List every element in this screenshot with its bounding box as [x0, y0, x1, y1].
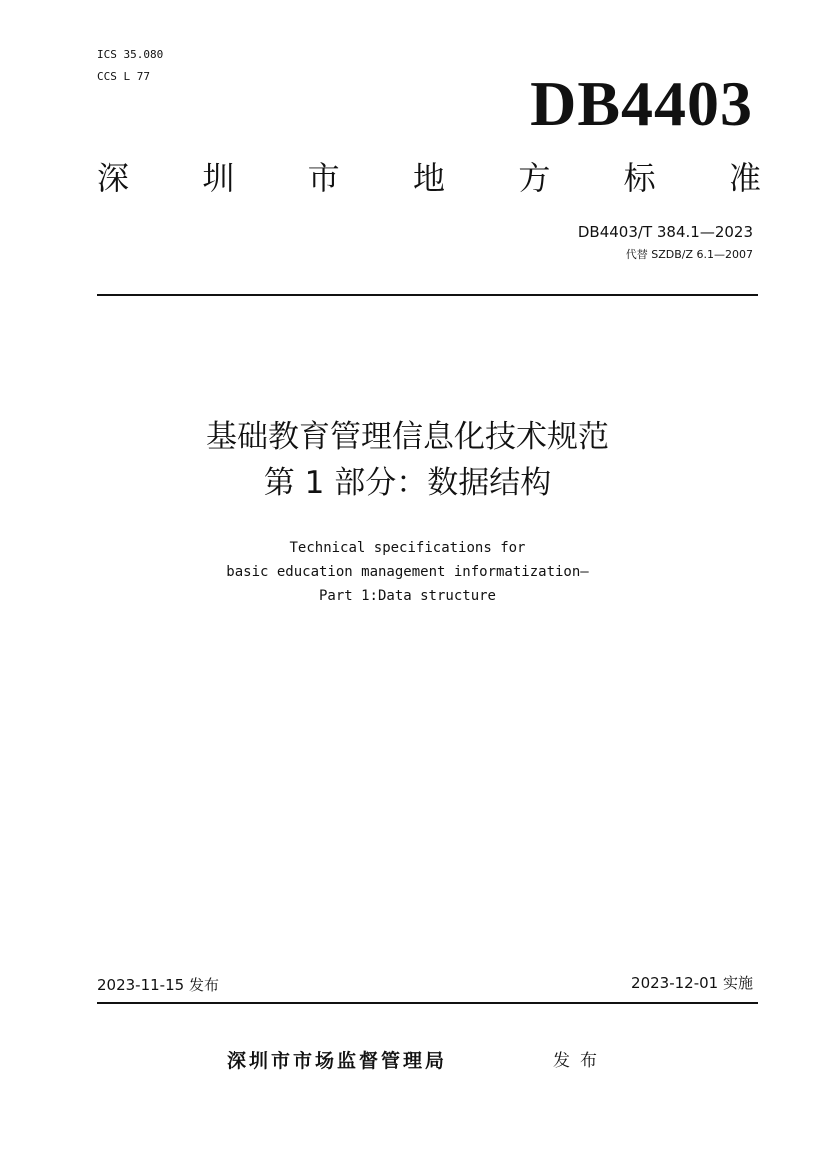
standard-type-char: 市	[307, 159, 340, 197]
standard-type-char: 圳	[202, 159, 235, 197]
issue-label: 发布	[553, 1051, 607, 1071]
english-title-line: basic education management informatization—	[226, 564, 589, 580]
standard-type-heading	[97, 158, 761, 198]
standard-type-char: 标	[623, 159, 656, 197]
standard-type-char: 准	[728, 159, 761, 197]
standard-type-char: 深	[97, 159, 130, 197]
replaces-standard: 代替 SZDB/Z 6.1—2007	[625, 248, 753, 261]
implement-date: 2023-12-01 实施	[631, 974, 753, 992]
standard-type-char: 地	[412, 159, 445, 197]
english-title	[0, 536, 815, 608]
chinese-title	[0, 414, 815, 506]
ccs-code: CCS L 77	[97, 70, 150, 83]
footer-divider	[97, 1002, 758, 1004]
standard-number: DB4403/T 384.1—2023	[577, 223, 753, 241]
issuing-authority: 深圳市市场监督管理局	[227, 1050, 448, 1072]
standard-code-logo: DB4403	[530, 68, 753, 139]
standard-type-char: 方	[518, 159, 551, 197]
header-divider	[97, 294, 758, 296]
chinese-title-line: 第 1 部分：数据结构	[263, 465, 552, 501]
english-title-line: Part 1:Data structure	[318, 588, 496, 604]
english-title-line: Technical specifications for	[289, 540, 526, 556]
ics-code: ICS 35.080	[97, 48, 164, 61]
publish-date: 2023-11-15 发布	[97, 976, 219, 994]
chinese-title-line: 基础教育管理信息化技术规范	[206, 419, 609, 455]
